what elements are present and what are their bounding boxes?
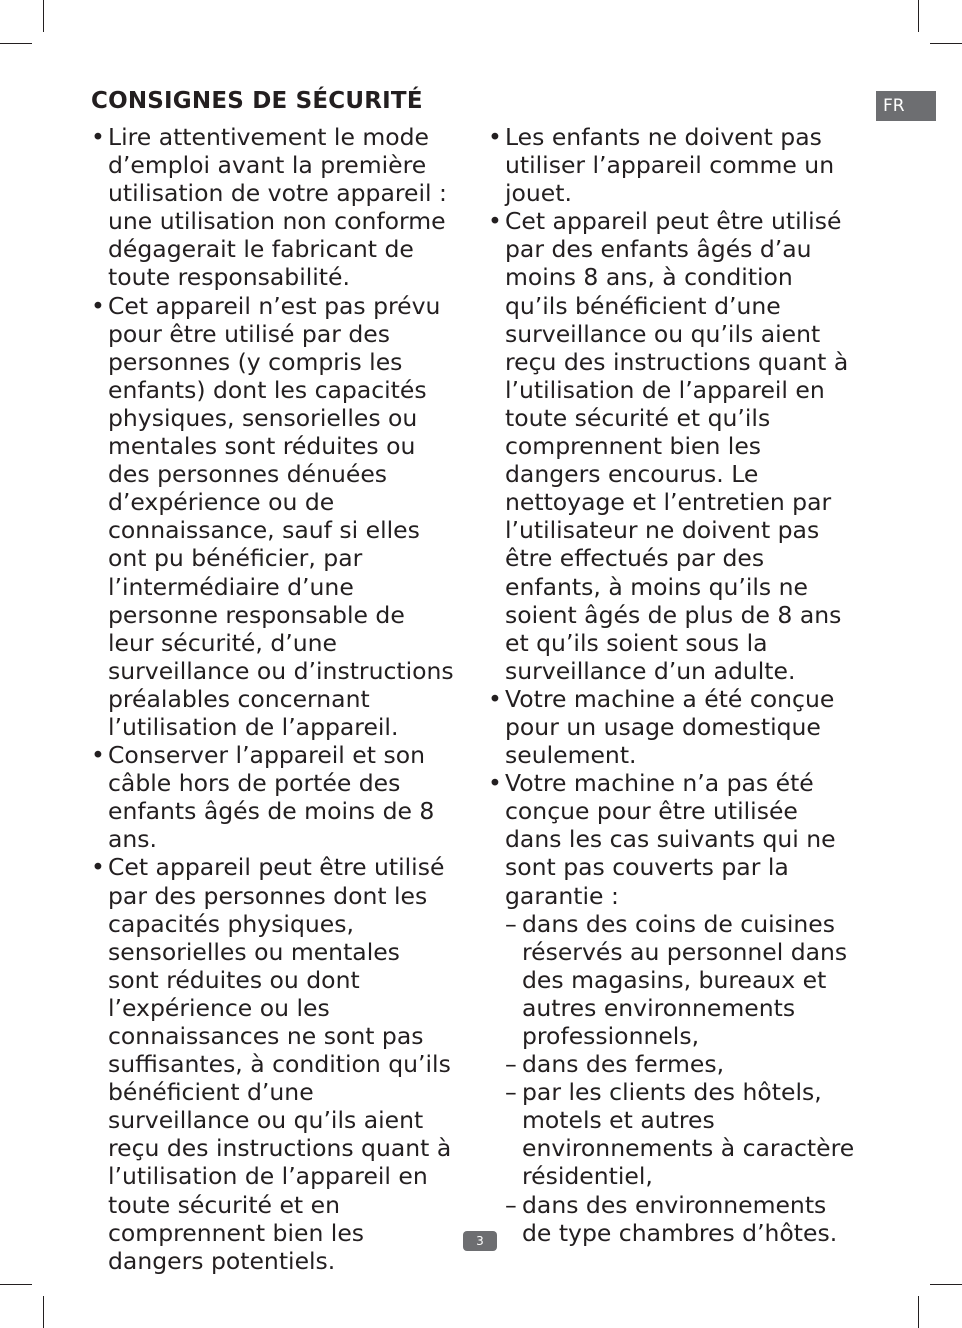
- dash-sub-list: [505, 910, 860, 1247]
- right-column: [488, 123, 860, 1247]
- crop-mark: [930, 43, 962, 44]
- crop-mark: [930, 1284, 962, 1285]
- list-item: • Cet appareil peut être utilisé par des personnes dont les capacités physiques, sensorielles ou mentales sont réduites ou dont l’expérience ou les connaissances ne sont pas suffisantes, à condition qu’ils bénéficient d’une surveillance ou qu’ils aient reçu des instructions quant à l’utilisation de l’appareil en toute sécurité et en comprennent bien les dangers potentiels.: [91, 853, 456, 1274]
- page-number: 3: [463, 1231, 497, 1251]
- crop-mark: [0, 1284, 32, 1285]
- left-bullet-list: [91, 123, 456, 1275]
- list-item: • Lire attentivement le mode d’emploi avant la première utilisation de votre appareil : une utilisation non conforme dégagerait le fabricant de toute responsabilité.: [91, 123, 456, 292]
- crop-mark: [43, 0, 44, 32]
- crop-mark: [918, 0, 919, 32]
- crop-mark: [43, 1296, 44, 1328]
- list-item: [488, 769, 860, 1247]
- sub-list-item: – dans des environnements de type chambres d’hôtes.: [505, 1191, 860, 1247]
- section-title: CONSIGNES DE SÉCURITÉ: [91, 88, 423, 114]
- list-item: • Conserver l’appareil et son câble hors de portée des enfants âgés de moins de 8 ans.: [91, 741, 456, 853]
- crop-mark: [0, 43, 32, 44]
- sub-list-item: – dans des coins de cuisines réservés au personnel dans des magasins, bureaux et autres environnements professionnels,: [505, 910, 860, 1050]
- sub-list-item: – par les clients des hôtels, motels et autres environnements à caractère résidentiel,: [505, 1078, 860, 1190]
- left-column: [91, 123, 456, 1275]
- sub-list-item: – dans des fermes,: [505, 1050, 860, 1078]
- list-item-intro: Votre machine n’a pas été conçue pour être utilisée dans les cas suivants qui ne sont pas couverts par la garantie :: [505, 769, 836, 910]
- list-item: • Cet appareil peut être utilisé par des enfants âgés d’au moins 8 ans, à condition qu’ils bénéficient d’une surveillance ou qu’ils aient reçu des instructions quant à l’utilisation de l’appareil en toute sécurité et qu’ils comprennent bien les dangers encourus. Le nettoyage et l’entretien par l’utilisateur ne doivent pas être effectués par des enfants, à moins qu’ils ne soient âgés de plus de 8 ans et qu’ils soient sous la surveillance d’un adulte.: [488, 207, 860, 685]
- list-item: • Cet appareil n’est pas prévu pour être utilisé par des personnes (y compris les enfants) dont les capacités physiques, sensorielles ou mentales sont réduites ou des personnes dénuées d’expérience ou de connaissance, sauf si elles ont pu bénéficier, par l’intermédiaire d’une personne responsable de leur sécurité, d’une surveillance ou d’instructions préalables concernant l’utilisation de l’appareil.: [91, 292, 456, 742]
- list-item: • Les enfants ne doivent pas utiliser l’appareil comme un jouet.: [488, 123, 860, 207]
- list-item: • Votre machine a été conçue pour un usage domestique seulement.: [488, 685, 860, 769]
- crop-mark: [918, 1296, 919, 1328]
- right-bullet-list: [488, 123, 860, 1247]
- language-tab: FR: [876, 91, 936, 121]
